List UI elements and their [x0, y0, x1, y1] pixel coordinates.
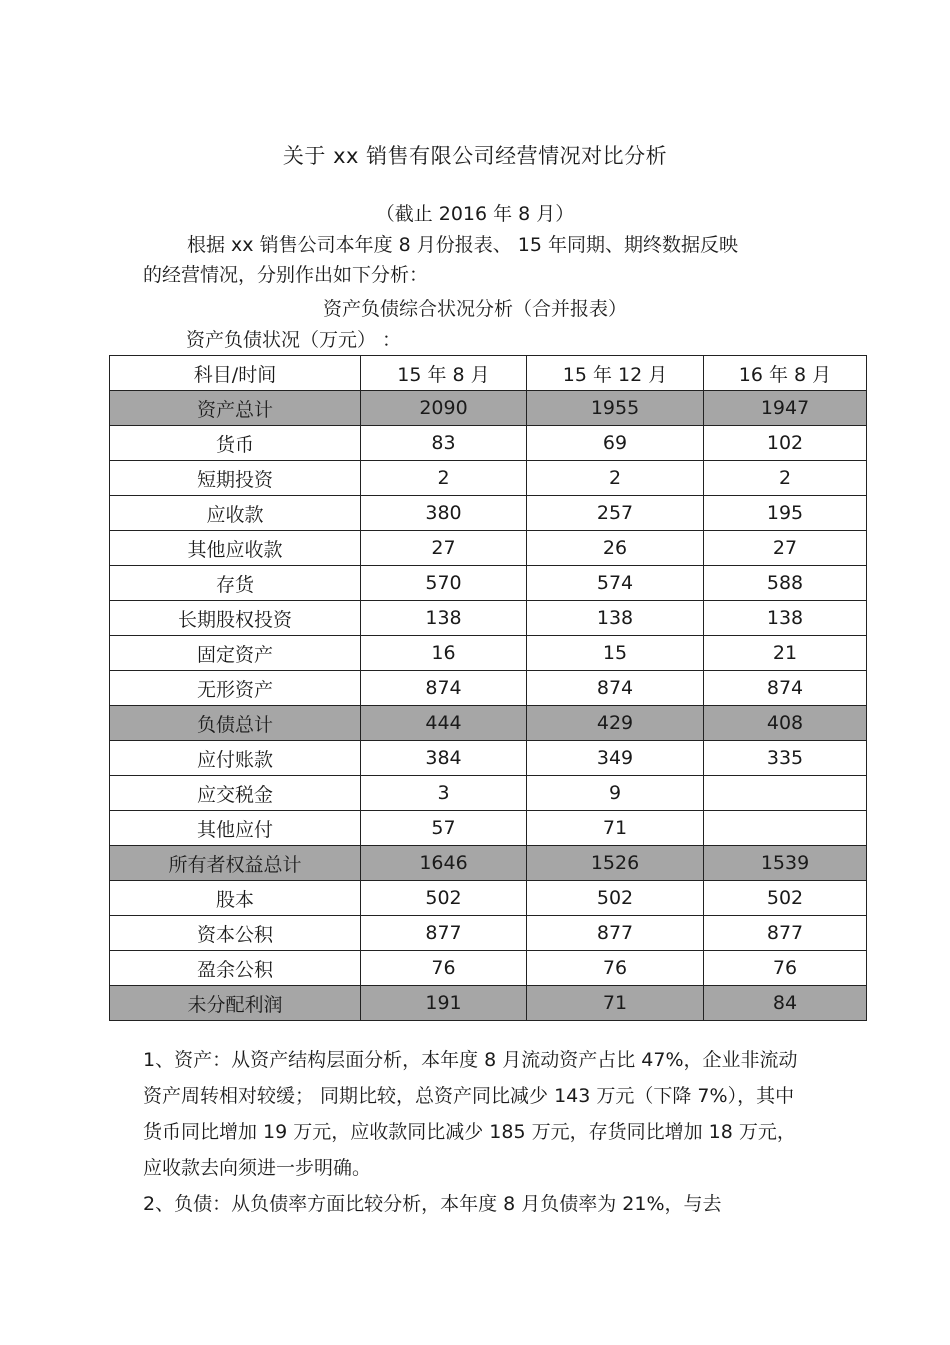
value-cell: 138 — [361, 601, 527, 636]
value-cell: 2 — [704, 461, 867, 496]
intro-line-2: 的经营情况，分别作出如下分析： — [143, 264, 429, 286]
section-title: 资产负债综合状况分析（合并报表） — [322, 298, 627, 320]
table-row — [110, 986, 867, 1021]
value-cell: 3 — [361, 776, 527, 811]
header-cell: 16 年 8 月 — [704, 356, 867, 391]
analysis-paragraph-assets: 1、资产：从资产结构层面分析，本年度 8 月流动资产占比 47%，企业非流动资产周转相对较缓； 同期比较，总资产同比减少 143 万元（下降 7%），其中货币同比增加 19 万元，应收款同比减少 185 万元，存货同比增加 18 万元，应收款去向须进一步明确。 — [143, 1049, 798, 1179]
row-label-cell: 应付账款 — [110, 741, 361, 776]
row-label-cell: 应交税金 — [110, 776, 361, 811]
value-cell: 574 — [527, 566, 704, 601]
value-cell: 138 — [704, 601, 867, 636]
value-cell: 429 — [527, 706, 704, 741]
table-body — [110, 391, 867, 1021]
row-label-cell: 所有者权益总计 — [110, 846, 361, 881]
value-cell: 71 — [527, 811, 704, 846]
value-cell: 874 — [361, 671, 527, 706]
row-label-cell: 股本 — [110, 881, 361, 916]
table-row — [110, 671, 867, 706]
intro-paragraph — [143, 230, 813, 290]
value-cell: 76 — [361, 951, 527, 986]
value-cell: 21 — [704, 636, 867, 671]
row-label-cell: 应收款 — [110, 496, 361, 531]
table-row — [110, 741, 867, 776]
value-cell: 84 — [704, 986, 867, 1021]
value-cell: 1646 — [361, 846, 527, 881]
value-cell: 349 — [527, 741, 704, 776]
row-label-cell: 存货 — [110, 566, 361, 601]
value-cell: 16 — [361, 636, 527, 671]
row-label-cell: 资本公积 — [110, 916, 361, 951]
row-label-cell: 资产总计 — [110, 391, 361, 426]
value-cell: 69 — [527, 426, 704, 461]
row-label-cell: 未分配利润 — [110, 986, 361, 1021]
table-header — [110, 356, 867, 391]
value-cell: 257 — [527, 496, 704, 531]
row-label-cell: 长期股权投资 — [110, 601, 361, 636]
value-cell: 877 — [704, 916, 867, 951]
value-cell — [704, 776, 867, 811]
header-cell: 15 年 12 月 — [527, 356, 704, 391]
table-row — [110, 426, 867, 461]
balance-sheet-table — [109, 355, 867, 1021]
value-cell: 2 — [527, 461, 704, 496]
value-cell: 384 — [361, 741, 527, 776]
value-cell: 26 — [527, 531, 704, 566]
value-cell: 874 — [704, 671, 867, 706]
value-cell: 195 — [704, 496, 867, 531]
value-cell — [704, 811, 867, 846]
row-label-cell: 其他应付 — [110, 811, 361, 846]
row-label-cell: 负债总计 — [110, 706, 361, 741]
row-label-cell: 无形资产 — [110, 671, 361, 706]
table-row — [110, 531, 867, 566]
value-cell: 76 — [527, 951, 704, 986]
value-cell: 380 — [361, 496, 527, 531]
table-row — [110, 461, 867, 496]
table-row — [110, 496, 867, 531]
value-cell: 502 — [527, 881, 704, 916]
header-cell: 15 年 8 月 — [361, 356, 527, 391]
table-row — [110, 566, 867, 601]
analysis-section — [143, 1042, 813, 1222]
row-label-cell: 固定资产 — [110, 636, 361, 671]
row-label-cell: 其他应收款 — [110, 531, 361, 566]
value-cell: 874 — [527, 671, 704, 706]
value-cell: 102 — [704, 426, 867, 461]
value-cell: 15 — [527, 636, 704, 671]
table-header-row — [110, 356, 867, 391]
value-cell: 1526 — [527, 846, 704, 881]
row-label-cell: 短期投资 — [110, 461, 361, 496]
document-title: 关于 xx 销售有限公司经营情况对比分析 — [282, 144, 668, 168]
table-row — [110, 636, 867, 671]
table-row — [110, 951, 867, 986]
table-row — [110, 846, 867, 881]
value-cell: 71 — [527, 986, 704, 1021]
table-row — [110, 916, 867, 951]
value-cell: 1539 — [704, 846, 867, 881]
table-row — [110, 881, 867, 916]
table-row — [110, 706, 867, 741]
value-cell: 570 — [361, 566, 527, 601]
value-cell: 138 — [527, 601, 704, 636]
value-cell: 27 — [361, 531, 527, 566]
table-row — [110, 391, 867, 426]
value-cell: 877 — [361, 916, 527, 951]
row-label-cell: 盈余公积 — [110, 951, 361, 986]
value-cell: 1947 — [704, 391, 867, 426]
value-cell: 502 — [361, 881, 527, 916]
value-cell: 335 — [704, 741, 867, 776]
value-cell: 408 — [704, 706, 867, 741]
header-cell: 科目/时间 — [110, 356, 361, 391]
document-subtitle: （截止 2016 年 8 月） — [375, 203, 575, 225]
table-row — [110, 776, 867, 811]
value-cell: 588 — [704, 566, 867, 601]
table-caption: 资产负债状况（万元） ： — [186, 329, 402, 351]
value-cell: 191 — [361, 986, 527, 1021]
intro-line-1 — [143, 230, 813, 260]
value-cell: 502 — [704, 881, 867, 916]
value-cell: 1955 — [527, 391, 704, 426]
value-cell: 877 — [527, 916, 704, 951]
value-cell: 27 — [704, 531, 867, 566]
table-row — [110, 811, 867, 846]
row-label-cell: 货币 — [110, 426, 361, 461]
value-cell: 444 — [361, 706, 527, 741]
value-cell: 83 — [361, 426, 527, 461]
value-cell: 2 — [361, 461, 527, 496]
value-cell: 76 — [704, 951, 867, 986]
table-row — [110, 601, 867, 636]
value-cell: 57 — [361, 811, 527, 846]
analysis-paragraph-liabilities: 2、负债：从负债率方面比较分析，本年度 8 月负债率为 21%，与去 — [143, 1193, 722, 1215]
intro-line-1-text: 根据 xx 销售公司本年度 8 月份报表、 15 年同期、期终数据反映 — [187, 234, 738, 256]
value-cell: 2090 — [361, 391, 527, 426]
value-cell: 9 — [527, 776, 704, 811]
